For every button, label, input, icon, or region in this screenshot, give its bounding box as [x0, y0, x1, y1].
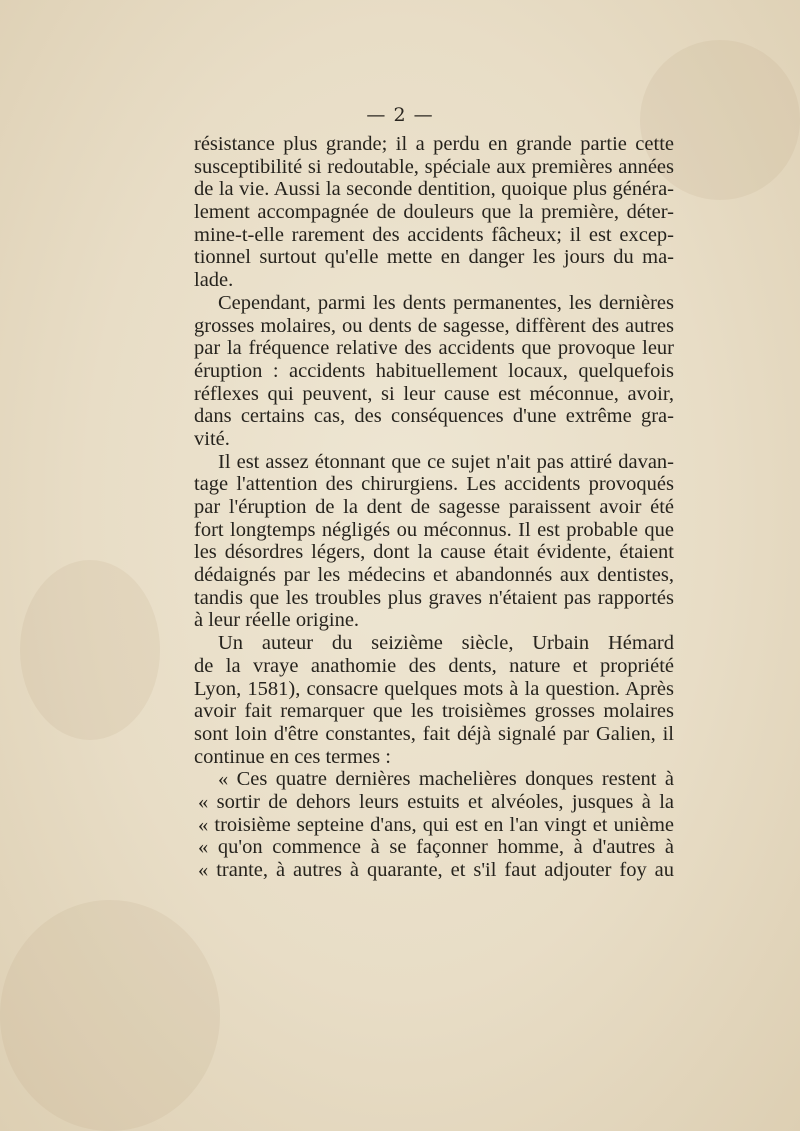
text-line: mine-t-elle rarement des accidents fâcheux; il est excep- [194, 223, 674, 246]
text-line: avoir fait remarquer que les troisièmes grosses molaires [194, 700, 674, 723]
text-line: Il est assez étonnant que ce sujet n'ait pas attiré davan- [218, 450, 674, 473]
text-line: Lyon, 1581), consacre quelques mots à la question. Après [194, 677, 674, 700]
paper-stain [20, 560, 160, 740]
text-line: lement accompagnée de douleurs que la première, déter- [194, 201, 674, 224]
quote-line: « troisième septeine d'ans, qui est en l'an vingt et unième [198, 813, 674, 836]
text-line: résistance plus grande; il a perdu en grande partie cette [194, 133, 674, 155]
text-line: par l'éruption de la dent de sagesse paraissent avoir été [194, 496, 674, 518]
text-line: tionnel surtout qu'elle mette en danger les jours du ma- [194, 246, 674, 269]
text-line: Un auteur du seizième siècle, Urbain Hémard [218, 632, 674, 655]
text-line: par la fréquence relative des accidents que provoque leur [194, 337, 674, 360]
text-line: tandis que les troubles plus graves n'étaient pas rapportés [194, 586, 674, 609]
page-number: — 2 — [366, 104, 434, 126]
text-line: fort longtemps négligés ou méconnus. Il est probable que [194, 518, 674, 541]
text-line: de la vraye anathomie des dents, nature et propriété [194, 654, 674, 677]
text-line: éruption : accidents habituellement locaux, quelquefois [194, 359, 674, 382]
text-line: dédaignés par les médecins et abandonnés aux dentistes, [194, 564, 674, 587]
text-line: Cependant, parmi les dents permanentes, les dernières [218, 291, 674, 314]
quote-line: « qu'on commence à se façonner homme, à d'autres à [198, 836, 674, 859]
paper-stain [0, 900, 220, 1131]
body-text [194, 133, 674, 882]
text-line: à leur réelle origine. [194, 609, 360, 632]
text-line: tage l'attention des chirurgiens. Les accidents provoqués [194, 473, 674, 496]
text-line: lade. [194, 269, 234, 292]
text-line: grosses molaires, ou dents de sagesse, diffèrent des autres [194, 314, 674, 337]
text-line: susceptibilité si redoutable, spéciale aux premières années [194, 155, 674, 178]
text-line: de la vie. Aussi la seconde dentition, quoique plus généra- [194, 178, 674, 201]
quote-line: « Ces quatre dernières machelières donques restent à [218, 768, 674, 791]
text-line: les désordres légers, dont la cause était évidente, étaient [194, 541, 674, 564]
quote-line: « trante, à autres à quarante, et s'il faut adjouter foy au [198, 859, 674, 881]
text-line: dans certains cas, des conséquences d'une extrême gra- [194, 405, 674, 428]
text-line: réflexes qui peuvent, si leur cause est méconnue, avoir, [194, 382, 674, 405]
text-line: sont loin d'être constantes, fait déjà signalé par Galien, il [194, 722, 674, 745]
text-line: vité. [194, 427, 230, 450]
quote-line: « sortir de dehors leurs estuits et alvéoles, jusques à la [198, 790, 674, 813]
text-line: continue en ces termes : [194, 745, 391, 768]
